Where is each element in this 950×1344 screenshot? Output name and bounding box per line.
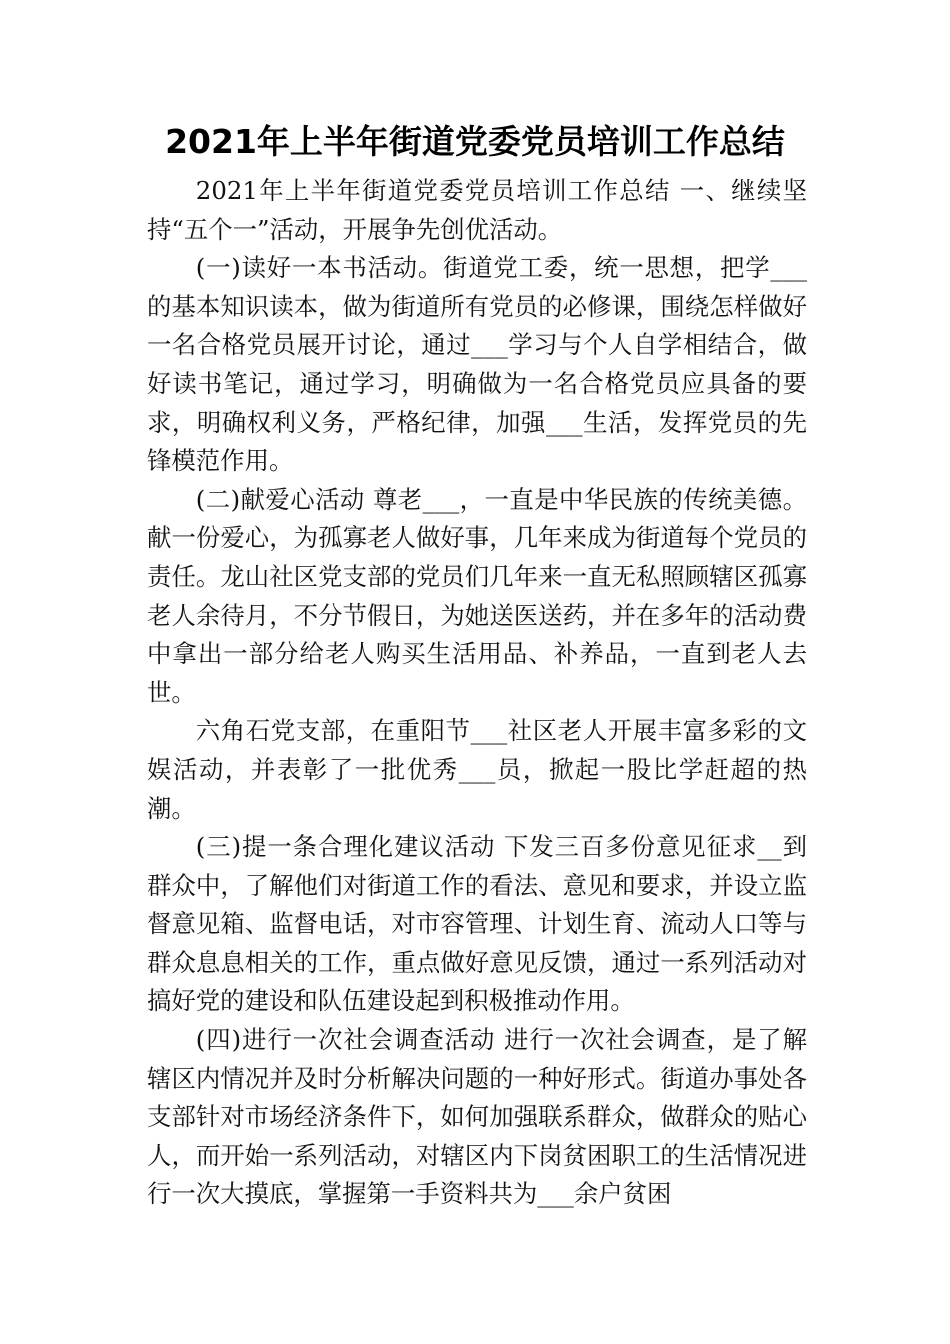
paragraph-liujiaoshi: 六角石党支部，在重阳节___社区老人开展丰富多彩的文娱活动，并表彰了一批优秀___员，掀起一股比学赶超的热潮。 [147, 716, 807, 823]
document-title: 2021年上半年街道党委党员培训工作总结 [165, 122, 785, 161]
paragraph-suggestion: (三)提一条合理化建议活动 下发三百多份意见征求__到群众中，了解他们对街道工作的看法、意见和要求，并设立监督意见箱、监督电话，对市容管理、计划生育、流动人口等与群众息息相关的工作，重点做好意见反馈，通过一系列活动对搞好党的建设和队伍建设起到积极推动作用。 [147, 832, 807, 1016]
paragraph-survey: (四)进行一次社会调查活动 进行一次社会调查，是了解辖区内情况并及时分析解决问题的一种好形式。街道办事处各支部针对市场经济条件下，如何加强联系群众，做群众的贴心人，而开始一系列活动，对辖区内下岗贫困职工的生活情况进行一次大摸底，掌握第一手资料共为___余户贫困 [147, 1025, 807, 1209]
document-body [147, 172, 807, 1214]
paragraph-reading: (一)读好一本书活动。街道党工委，统一思想，把学___的基本知识读本，做为街道所有党员的必修课，围绕怎样做好一名合格党员展开讨论，通过___学习与个人自学相结合，做好读书笔记，通过学习，明确做为一名合格党员应具备的要求，明确权利义务，严格纪律，加强___生活，发挥党员的先锋模范作用。 [147, 253, 807, 476]
paragraph-intro: 2021年上半年街道党委党员培训工作总结 一、继续坚持“五个一”活动，开展争先创优活动。 [147, 176, 807, 244]
paragraph-charity: (二)献爱心活动 尊老___，一直是中华民族的传统美德。献一份爱心，为孤寡老人做好事，几年来成为街道每个党员的责任。龙山社区党支部的党员们几年来一直无私照顾辖区孤寡老人余待月，不分节假日，为她送医送药，并在多年的活动费中拿出一部分给老人购买生活用品、补养品，一直到老人去世。 [147, 484, 807, 707]
